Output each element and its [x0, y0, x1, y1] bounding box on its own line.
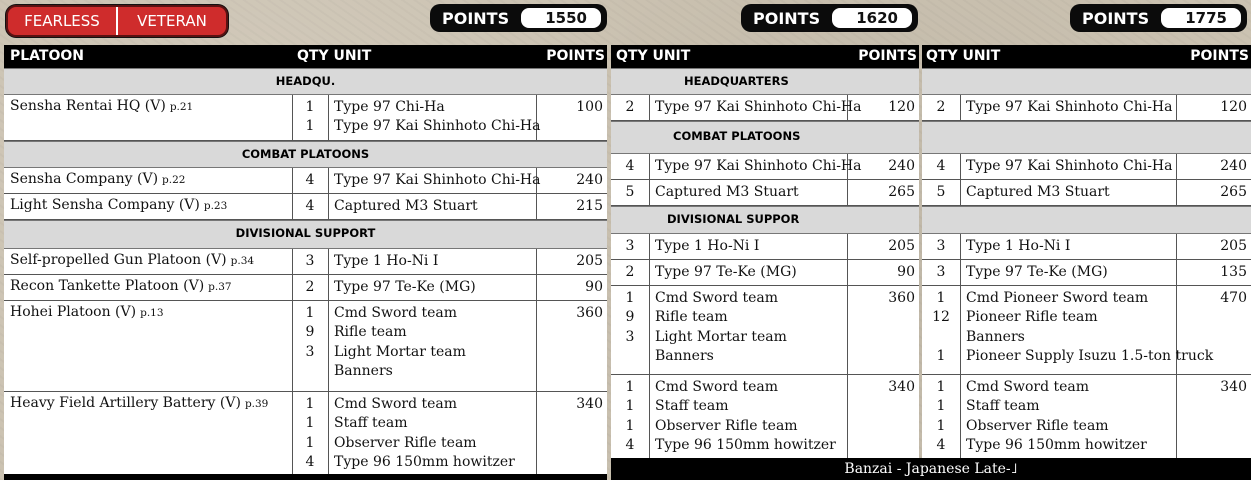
header-platoon: PLATOON [10, 48, 84, 64]
qty: 3 [936, 238, 946, 254]
qty: 4 [936, 158, 946, 174]
units: Captured M3 Stuart [966, 184, 1110, 200]
table-row [611, 260, 919, 286]
table-row [4, 168, 607, 194]
points-badge-1620 [741, 4, 918, 32]
qty: 2 [625, 264, 635, 280]
header-points: POINTS [1190, 48, 1249, 64]
page-ref: p.13 [140, 307, 164, 319]
header-points: POINTS [858, 48, 917, 64]
points: 470 [1220, 290, 1247, 306]
units: Type 1 Ho-Ni I [966, 238, 1071, 254]
qty: 3 [305, 253, 315, 269]
page-ref: p.34 [230, 255, 255, 267]
units: Type 97 Kai Shinhoto Chi-Ha [334, 172, 541, 188]
platoon-name: Hohei Platoon (V) [10, 304, 137, 320]
points-value: 1620 [832, 8, 912, 28]
points: 120 [888, 99, 915, 115]
platoon-name: Recon Tankette Platoon (V) [10, 278, 205, 294]
platoon-name: Self-propelled Gun Platoon (V) [10, 252, 227, 268]
rating-fearless: FEARLESS [24, 12, 100, 30]
platoon-name: Heavy Field Artillery Battery (V) [10, 395, 241, 411]
points-badge-1550 [430, 4, 607, 32]
table-row [922, 180, 1251, 206]
table-row [922, 154, 1251, 180]
table-row [4, 249, 607, 275]
footer-bar [611, 458, 1251, 480]
table-row [922, 286, 1251, 375]
units: Cmd Sword team Staff team Observer Rifle team Type 96 150mm howitzer [655, 379, 836, 453]
points: 100 [576, 99, 603, 115]
qty: 1 9 3 [305, 305, 315, 360]
section-headquarters [922, 68, 1251, 95]
table-row [611, 180, 919, 206]
table-1775 [922, 45, 1251, 480]
qty: 2 [936, 99, 946, 115]
units: Cmd Sword team Staff team Observer Rifle team Type 96 150mm howitzer [966, 379, 1147, 453]
points: 240 [888, 158, 915, 174]
section-divisional-support: DIVISIONAL SUPPOR [611, 206, 919, 234]
table-row [611, 375, 919, 458]
footer-title: Banzai - Japanese Late-˩ [611, 458, 1251, 480]
qty: 4 [305, 198, 315, 214]
points: 205 [576, 253, 603, 269]
points: 205 [888, 238, 915, 254]
table-header [611, 45, 919, 68]
rating-veteran: VETERAN [137, 12, 207, 30]
qty: 2 [305, 279, 315, 295]
points: 135 [1220, 264, 1247, 280]
table-row [4, 275, 607, 301]
qty: 4 [305, 172, 315, 188]
units: Cmd Sword team Rifle team Light Mortar team Banners [655, 290, 787, 364]
section-divisional-support [922, 206, 1251, 234]
table-row [922, 260, 1251, 286]
table-row [922, 95, 1251, 121]
header-qty-unit: QTY UNIT [616, 48, 691, 64]
header-qty-unit: QTY UNIT [297, 48, 372, 64]
points: 90 [585, 279, 603, 295]
table-row [4, 95, 607, 141]
units: Type 97 Kai Shinhoto Chi-Ha [655, 158, 862, 174]
qty: 3 [936, 264, 946, 280]
points: 215 [576, 198, 603, 214]
qty: 2 [625, 99, 635, 115]
qty: 5 [936, 184, 946, 200]
qty: 1 9 3 [625, 290, 635, 345]
qty: 1 1 [305, 99, 315, 135]
units: Cmd Sword team Rifle team Light Mortar team Banners [334, 305, 466, 379]
page-ref: p.37 [208, 281, 232, 293]
units: Cmd Pioneer Sword team Pioneer Rifle team Banners Pioneer Supply Isuzu 1.5-ton truck [966, 290, 1214, 364]
qty: 1 1 1 4 [625, 379, 635, 453]
qty: 1 1 1 4 [936, 379, 946, 453]
units: Type 1 Ho-Ni I [334, 253, 439, 269]
header-qty-unit: QTY UNIT [926, 48, 1001, 64]
table-row [4, 194, 607, 220]
points: 120 [1220, 99, 1247, 115]
points-label: POINTS [442, 8, 510, 28]
qty: 3 [625, 238, 635, 254]
section-combat-platoons: COMBAT PLATOONS [4, 141, 607, 168]
qty: 5 [625, 184, 635, 200]
rating-badge [6, 5, 228, 37]
platoon-name: Sensha Company (V) [10, 171, 159, 187]
page-ref: p.21 [169, 101, 194, 113]
qty: 4 [625, 158, 635, 174]
page-ref: p.23 [203, 200, 228, 212]
points-label: POINTS [753, 8, 821, 28]
points-value: 1550 [521, 8, 601, 28]
panel-bottom-edge [4, 474, 607, 480]
points-value: 1775 [1161, 8, 1241, 28]
page-ref: p.22 [162, 174, 186, 186]
qty: 1 12 1 [932, 290, 950, 364]
table-row [4, 301, 607, 392]
units: Cmd Sword team Staff team Observer Rifle team Type 96 150mm howitzer [334, 396, 515, 470]
section-divisional-support: DIVISIONAL SUPPORT [4, 220, 607, 249]
units: Type 97 Kai Shinhoto Chi-Ha [655, 99, 862, 115]
points-label: POINTS [1082, 8, 1150, 28]
table-row [4, 392, 607, 480]
platoon-name: Sensha Rentai HQ (V) [10, 98, 166, 114]
table-1620 [611, 45, 919, 480]
units: Type 97 Kai Shinhoto Chi-Ha [966, 158, 1173, 174]
points: 240 [1220, 158, 1247, 174]
points: 360 [576, 305, 603, 321]
units: Type 1 Ho-Ni I [655, 238, 760, 254]
units: Type 97 Te-Ke (MG) [966, 264, 1108, 280]
points: 265 [1220, 184, 1247, 200]
table-row [611, 286, 919, 375]
points: 340 [888, 379, 915, 395]
qty: 1 1 1 4 [305, 396, 315, 470]
table-row [611, 234, 919, 260]
units: Type 97 Te-Ke (MG) [334, 279, 476, 295]
table-header [922, 45, 1251, 68]
points: 240 [576, 172, 603, 188]
section-combat-platoons: COMBAT PLATOONS [611, 121, 919, 154]
table-header [4, 45, 607, 68]
table-row [922, 234, 1251, 260]
units: Captured M3 Stuart [655, 184, 799, 200]
points: 205 [1220, 238, 1247, 254]
points: 265 [888, 184, 915, 200]
section-headquarters: HEADQU. [4, 68, 607, 95]
points: 340 [1220, 379, 1247, 395]
points: 90 [897, 264, 915, 280]
units: Type 97 Chi-Ha Type 97 Kai Shinhoto Chi-Ha [334, 99, 541, 135]
units: Captured M3 Stuart [334, 198, 478, 214]
section-headquarters: HEADQUARTERS [611, 68, 919, 95]
table-1550 [4, 45, 607, 480]
table-row [611, 95, 919, 121]
units: Type 97 Te-Ke (MG) [655, 264, 797, 280]
platoon-name: Light Sensha Company (V) [10, 197, 200, 213]
units: Type 97 Kai Shinhoto Chi-Ha [966, 99, 1173, 115]
page-ref: p.39 [244, 398, 269, 410]
points: 360 [888, 290, 915, 306]
points: 340 [576, 396, 603, 412]
table-row [922, 375, 1251, 458]
section-combat-platoons [922, 121, 1251, 154]
table-row [611, 154, 919, 180]
header-points: POINTS [546, 48, 605, 64]
points-badge-1775 [1070, 4, 1247, 32]
